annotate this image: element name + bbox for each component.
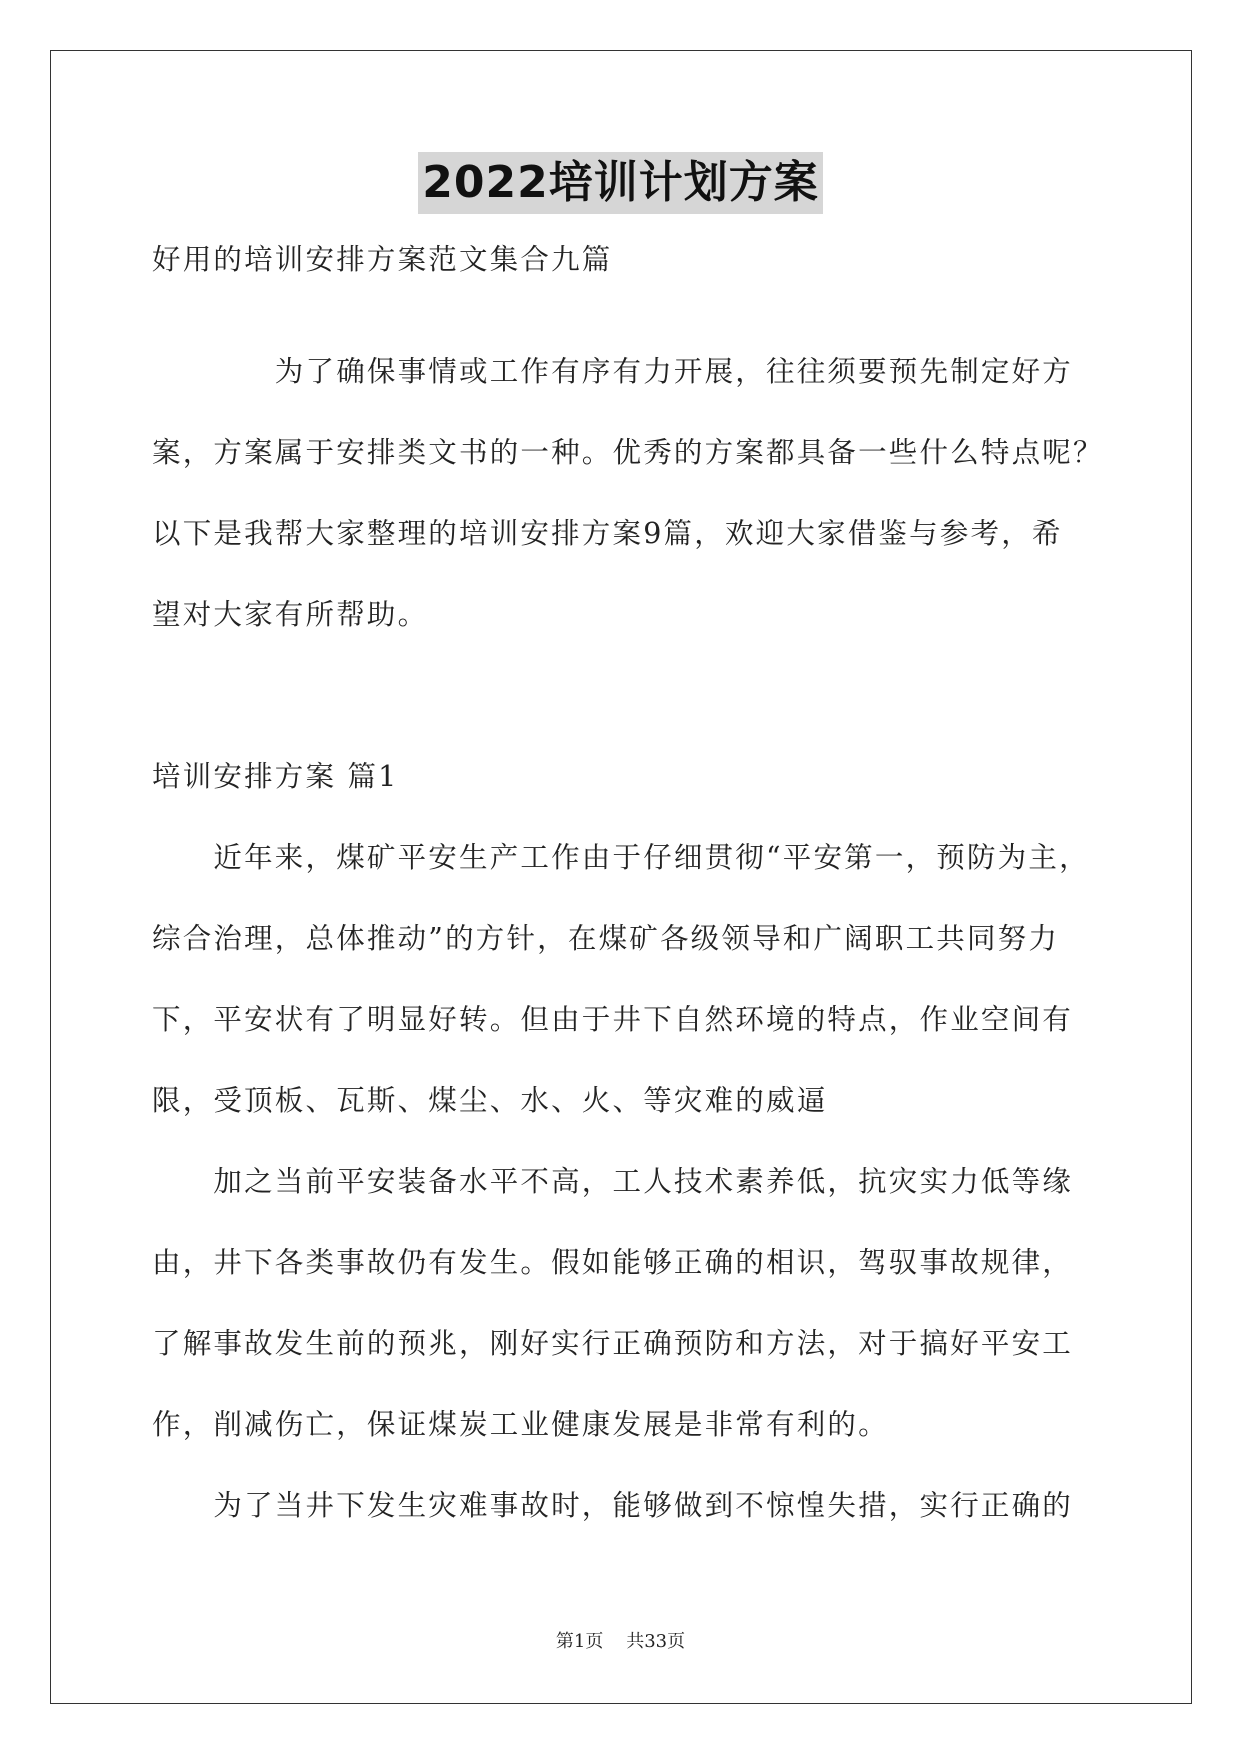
title-container	[0, 152, 1241, 214]
paragraph-line: 综合治理，总体推动”的方针，在煤矿各级领导和广阔职工共同努力	[152, 922, 1060, 955]
document-subtitle: 好用的培训安排方案范文集合九篇	[152, 243, 613, 276]
paragraph-line: 加之当前平安装备水平不高，工人技术素养低，抗灾实力低等缘	[152, 1165, 1074, 1198]
page-total: 共33页	[626, 1631, 686, 1652]
paragraph-line: 案，方案属于安排类文书的一种。优秀的方案都具备一些什么特点呢？	[152, 436, 1104, 469]
paragraph-line: 下，平安状有了明显好转。但由于井下自然环境的特点，作业空间有	[152, 1003, 1074, 1036]
document-title: 2022培训计划方案	[418, 152, 822, 214]
paragraph-line: 由，井下各类事故仍有发生。假如能够正确的相识，驾驭事故规律，	[152, 1246, 1074, 1279]
page-number: 第1页	[555, 1631, 604, 1652]
paragraph-line: 以下是我帮大家整理的培训安排方案9篇，欢迎大家借鉴与参考，希	[152, 517, 1063, 550]
paragraph-line: 望对大家有所帮助。	[152, 598, 429, 631]
paragraph-line: 作，削减伤亡，保证煤炭工业健康发展是非常有利的。	[152, 1408, 889, 1441]
paragraph-line: 限，受顶板、瓦斯、煤尘、水、火、等灾难的威逼	[152, 1084, 828, 1117]
paragraph-line: 为了确保事情或工作有序有力开展，往往须要预先制定好方	[152, 355, 1074, 388]
paragraph-line: 近年来，煤矿平安生产工作由于仔细贯彻“平安第一，预防为主，	[152, 841, 1090, 874]
section-heading: 培训安排方案 篇1	[152, 760, 399, 793]
paragraph-line: 了解事故发生前的预兆，刚好实行正确预防和方法，对于搞好平安工	[152, 1327, 1074, 1360]
page-footer	[0, 1630, 1241, 1654]
paragraph-line: 为了当井下发生灾难事故时，能够做到不惊惶失措，实行正确的	[152, 1489, 1074, 1522]
